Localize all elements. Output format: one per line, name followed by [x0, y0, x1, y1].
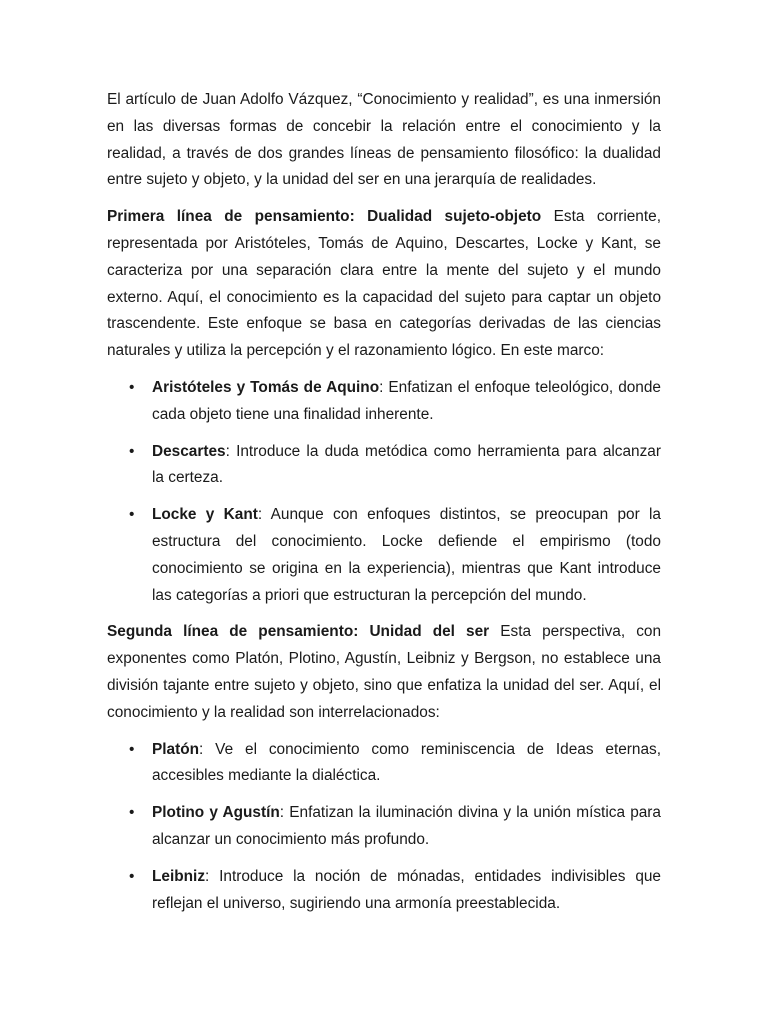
list-item: [129, 737, 661, 791]
list-item-term: Locke y Kant: [152, 506, 258, 524]
section2-heading: Segunda línea de pensamiento: Unidad del ser: [107, 623, 490, 641]
bullet-icon: •: [129, 867, 135, 885]
section1-text: Esta corriente, representada por Aristóteles, Tomás de Aquino, Descartes, Locke y Kant, se caracteriza por una separación clara entre la mente del sujeto y el mundo externo. Aquí, el conocimiento es la capacidad del sujeto para captar un objeto trascendente. Este enfoque se basa en categorías derivadas de las ciencias naturales y utiliza la percepción y el razonamiento lógico. En este marco:: [107, 208, 661, 360]
list-item-term: Leibniz: [152, 867, 206, 885]
list-item-term: Aristóteles y Tomás de Aquino: [152, 378, 380, 396]
list-item: [129, 439, 661, 493]
list-item-text: : Introduce la duda metódica como herramienta para alcanzar la certeza.: [152, 442, 661, 487]
section1-list: [107, 375, 661, 609]
list-item: [129, 864, 661, 918]
document-page: [107, 87, 661, 927]
section1-paragraph: [107, 204, 661, 365]
section2-list: [107, 737, 661, 918]
list-item: [129, 375, 661, 429]
list-item: [129, 502, 661, 609]
list-item-term: Descartes: [152, 442, 226, 460]
list-item: [129, 800, 661, 854]
bullet-icon: •: [129, 378, 135, 396]
list-item-text: : Ve el conocimiento como reminiscencia de Ideas eternas, accesibles mediante la dialéctica.: [152, 740, 661, 785]
bullet-icon: •: [129, 804, 135, 822]
list-item-text: : Enfatizan la iluminación divina y la unión mística para alcanzar un conocimiento más profundo.: [152, 804, 661, 848]
list-item-term: Plotino y Agustín: [152, 804, 280, 822]
bullet-icon: •: [129, 740, 135, 758]
list-item-text: : Aunque con enfoques distintos, se preocupan por la estructura del conocimiento. Locke defiende el empirismo (todo conocimiento se origina en la experiencia), mientras que Kant introduce las categorías a priori que estructuran la percepción del mundo.: [152, 506, 661, 604]
bullet-icon: •: [129, 442, 135, 460]
intro-paragraph: El artículo de Juan Adolfo Vázquez, “Conocimiento y realidad”, es una inmersión en las diversas formas de concebir la relación entre el conocimiento y la realidad, a través de dos grandes líneas de pensamiento filosófico: la dualidad entre sujeto y objeto, y la unidad del ser en una jerarquía de realidades.: [107, 91, 661, 189]
bullet-icon: •: [129, 506, 135, 524]
list-item-term: Platón: [152, 740, 200, 758]
list-item-text: : Introduce la noción de mónadas, entidades indivisibles que reflejan el universo, sugiriendo una armonía preestablecida.: [152, 867, 661, 912]
section2-paragraph: [107, 619, 661, 726]
section1-heading: Primera línea de pensamiento: Dualidad sujeto-objeto: [107, 208, 542, 226]
list-item-text: : Enfatizan el enfoque teleológico, donde cada objeto tiene una finalidad inherente.: [152, 378, 661, 423]
section2-text: Esta perspectiva, con exponentes como Platón, Plotino, Agustín, Leibniz y Bergson, no establece una división tajante entre sujeto y objeto, sino que enfatiza la unidad del ser. Aquí, el conocimiento y la realidad son interrelacionados:: [107, 623, 662, 721]
